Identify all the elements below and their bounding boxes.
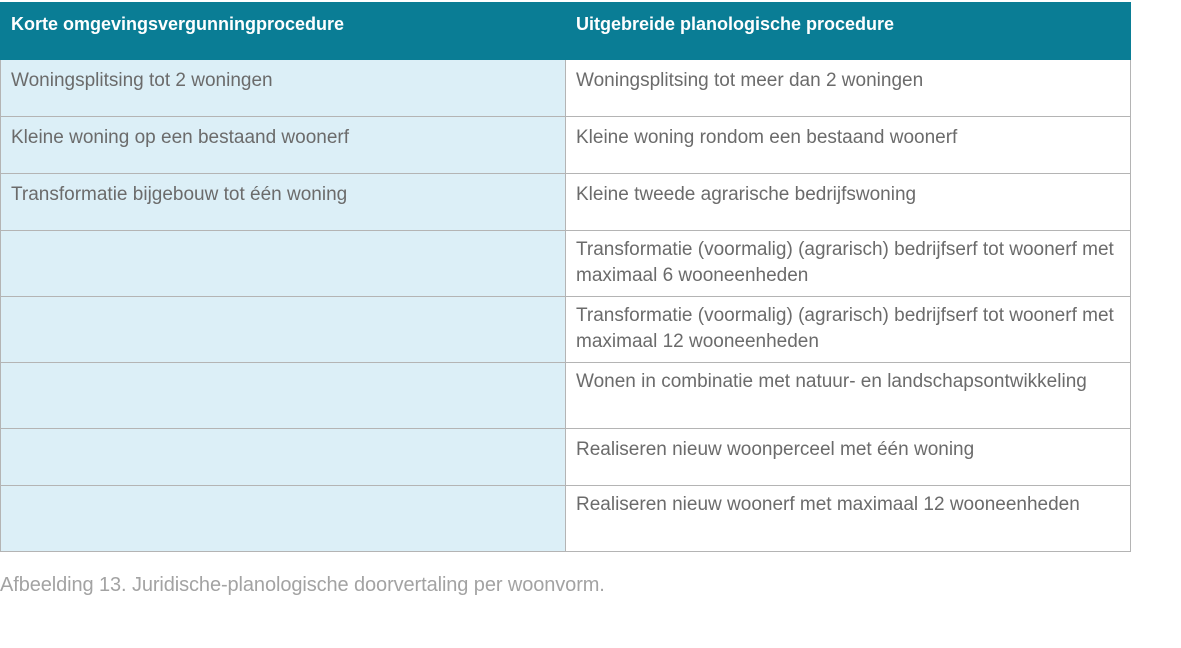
table-cell: Woningsplitsing tot meer dan 2 woningen: [566, 60, 1131, 117]
table-cell: Realiseren nieuw woonerf met maximaal 12 wooneenheden: [566, 486, 1131, 552]
table-cell: Kleine woning rondom een bestaand woonerf: [566, 117, 1131, 174]
table-row: [1, 429, 1131, 486]
table-row: [1, 486, 1131, 552]
table-header-row: [1, 3, 1131, 60]
table-cell: Transformatie (voormalig) (agrarisch) bedrijfserf tot woonerf met maximaal 6 wooneenheden: [566, 231, 1131, 297]
table-row: [1, 231, 1131, 297]
table-cell: [1, 486, 566, 552]
figure-caption: Afbeelding 13. Juridische-planologische doorvertaling per woonvorm.: [0, 574, 605, 596]
table-cell: Realiseren nieuw woonperceel met één woning: [566, 429, 1131, 486]
header-korte-procedure: Korte omgevingsvergunningprocedure: [1, 3, 566, 60]
table-cell: Woningsplitsing tot 2 woningen: [1, 60, 566, 117]
table-cell: [1, 363, 566, 429]
table-row: [1, 117, 1131, 174]
table-cell: Kleine tweede agrarische bedrijfswoning: [566, 174, 1131, 231]
table-row: [1, 174, 1131, 231]
table-cell: [1, 297, 566, 363]
table-cell: Wonen in combinatie met natuur- en landschapsontwikkeling: [566, 363, 1131, 429]
table-cell: Kleine woning op een bestaand woonerf: [1, 117, 566, 174]
header-uitgebreide-procedure: Uitgebreide planologische procedure: [566, 3, 1131, 60]
table-row: [1, 297, 1131, 363]
table-cell: Transformatie bijgebouw tot één woning: [1, 174, 566, 231]
table-row: [1, 363, 1131, 429]
table-row: [1, 60, 1131, 117]
table-cell: Transformatie (voormalig) (agrarisch) bedrijfserf tot woonerf met maximaal 12 wooneenheden: [566, 297, 1131, 363]
procedure-table: [0, 2, 1131, 552]
table-cell: [1, 429, 566, 486]
table-cell: [1, 231, 566, 297]
